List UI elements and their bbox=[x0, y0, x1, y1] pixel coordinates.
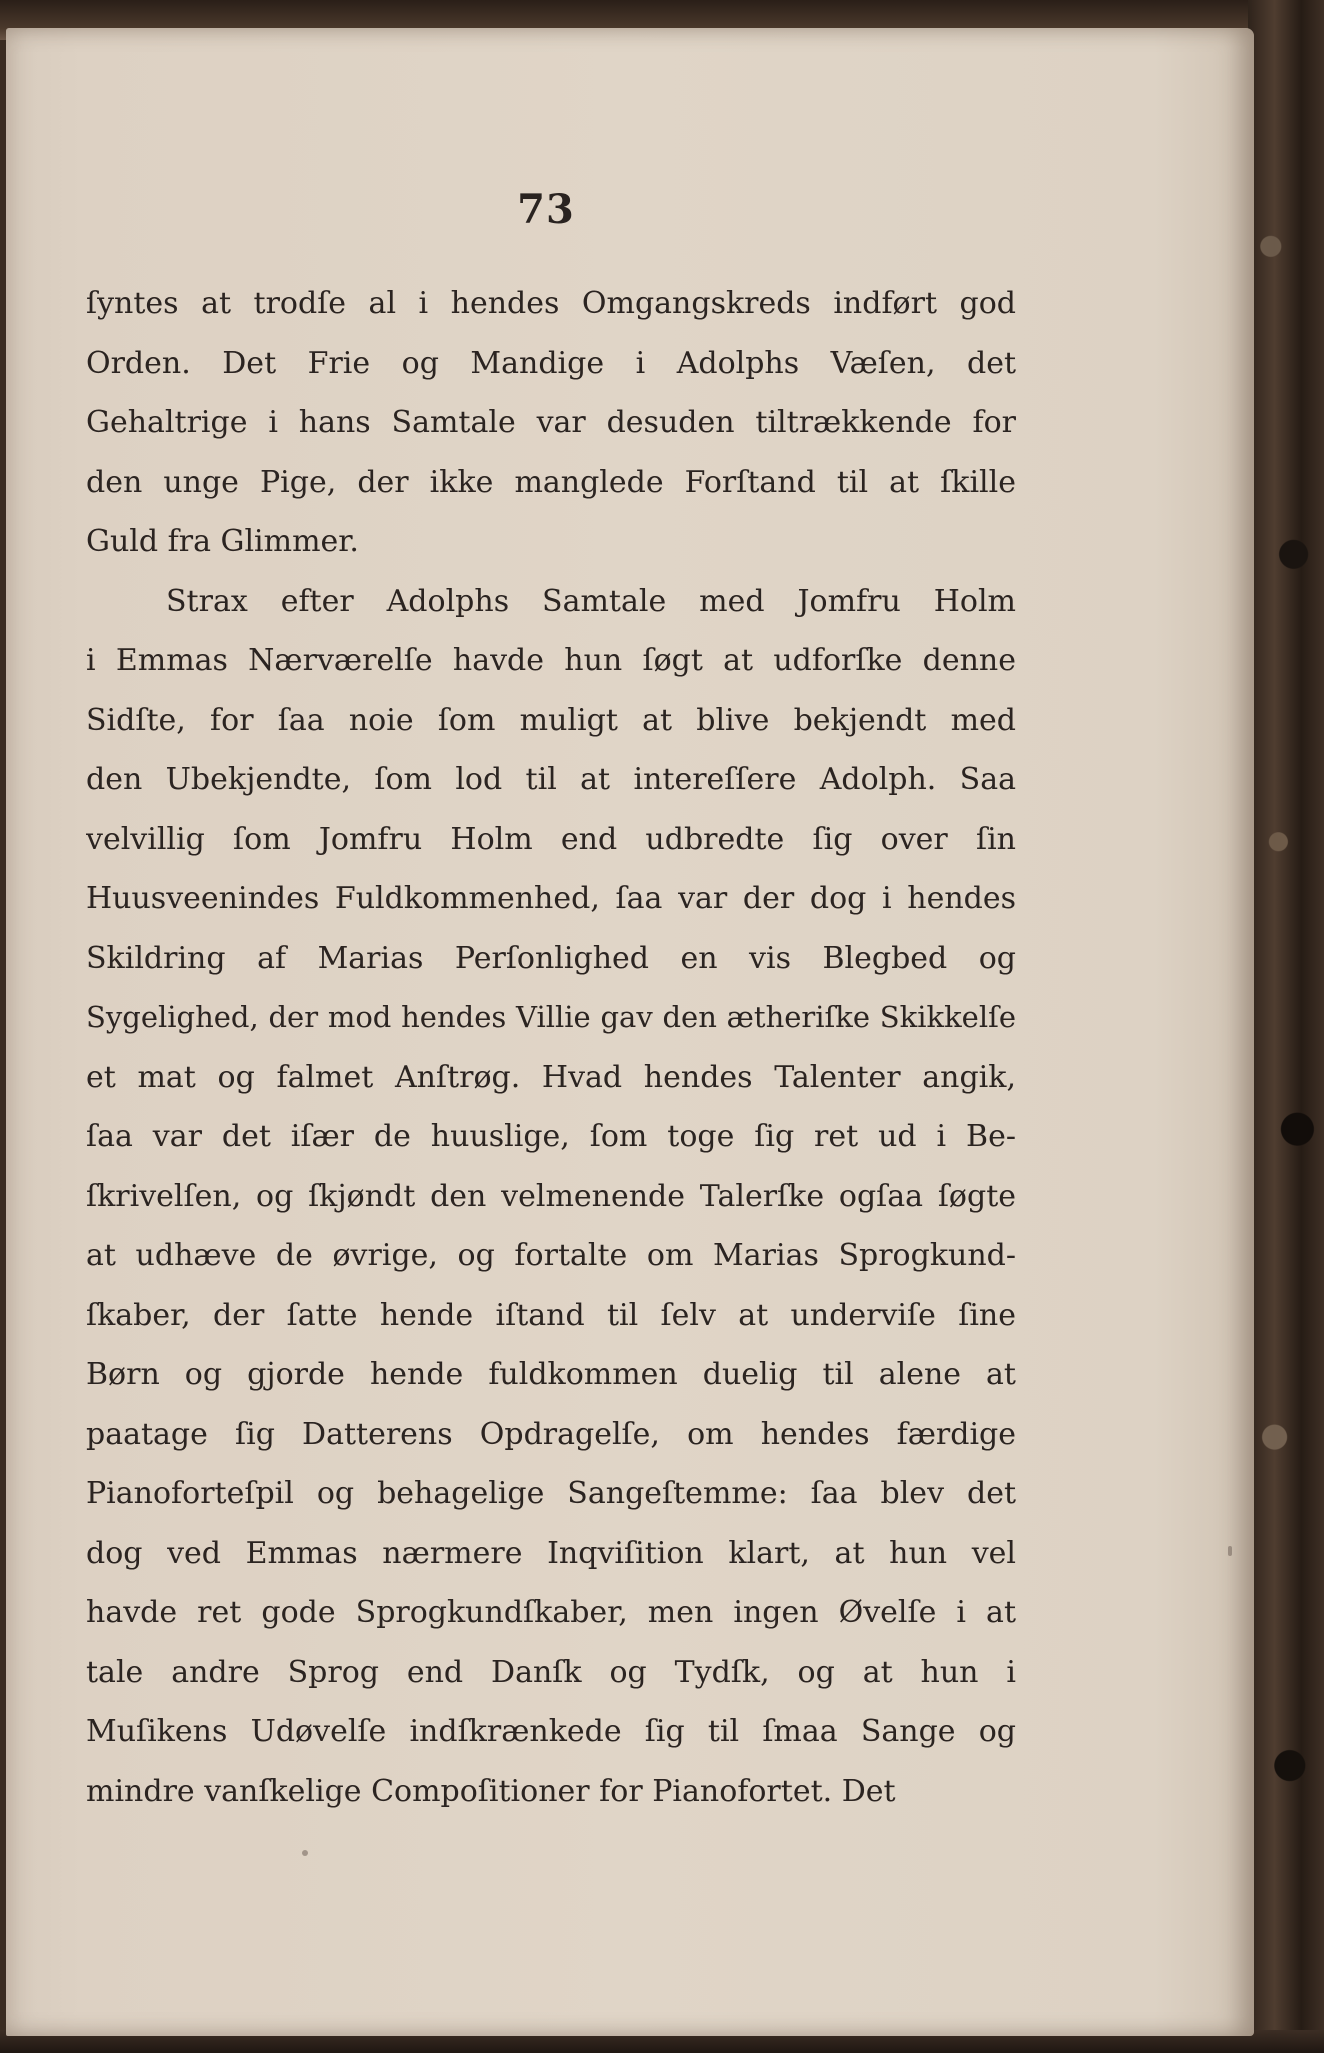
text-line: den unge Pige, der ikke manglede Forſtand til at ſkille bbox=[86, 464, 1016, 500]
text-line: dog ved Emmas nærmere Inqviſition klart, at hun vel bbox=[86, 1535, 1016, 1571]
text-line: Sygelighed, der mod hendes Villie gav den ætheriſke Skikkelſe bbox=[86, 1000, 1016, 1034]
text-line: Børn og gjorde hende fuldkommen duelig til alene at bbox=[86, 1357, 1016, 1392]
text-line: Gehaltrige i hans Samtale var desuden tiltrækkende for bbox=[86, 405, 1016, 440]
text-line: havde ret gode Sprogkundſkaber, men ingen Øvelſe i at bbox=[86, 1595, 1016, 1630]
page-number: 73 bbox=[517, 186, 575, 233]
book-cover-edge bbox=[1248, 0, 1324, 2053]
text-line: ſaa var det iſær de huuslige, ſom toge ſig ret ud i Be- bbox=[86, 1119, 1016, 1154]
text-line: ſkaber, der ſatte hende iſtand til ſelv at underviſe ſine bbox=[86, 1297, 1016, 1333]
text-line: Muſikens Udøvelſe indſkrænkede ſig til ſmaa Sange og bbox=[86, 1714, 1016, 1749]
text-line: Guld fra Glimmer. bbox=[86, 524, 359, 559]
text-line: Skildring af Marias Perſonlighed en vis Blegbed og bbox=[86, 940, 1016, 976]
paper-speck bbox=[302, 1850, 308, 1856]
text-line: Pianoforteſpil og behagelige Sangeſtemme: ſaa blev det bbox=[86, 1476, 1016, 1511]
text-line: i Emmas Nærværelſe havde hun ſøgt at udforſke denne bbox=[86, 643, 1016, 678]
text-line: paatage ſig Datterens Opdragelſe, om hendes færdige bbox=[86, 1416, 1016, 1452]
text-line: Strax efter Adolphs Samtale med Jomfru Holm bbox=[166, 583, 1016, 619]
text-line: Orden. Det Frie og Mandige i Adolphs Væſen, det bbox=[86, 345, 1016, 381]
text-line: at udhæve de øvrige, og fortalte om Marias Sprogkund- bbox=[86, 1238, 1016, 1273]
text-line: velvillig ſom Jomfru Holm end udbredte ſig over ſin bbox=[86, 821, 1016, 857]
paper-speck bbox=[1228, 1546, 1232, 1556]
book-page bbox=[6, 28, 1254, 2036]
text-line: ſkrivelſen, og ſkjøndt den velmenende Talerſke ogſaa ſøgte bbox=[86, 1178, 1016, 1214]
text-line: Huusveenindes Fuldkommenhed, ſaa var der dog i hendes bbox=[86, 881, 1016, 916]
text-line: ſyntes at trodſe al i hendes Omgangskreds indført god bbox=[86, 286, 1016, 321]
text-line: Sidſte, for ſaa noie ſom muligt at blive bekjendt med bbox=[86, 702, 1016, 738]
text-line: mindre vanſkelige Compoſitioner for Pianofortet. Det bbox=[86, 1773, 896, 1809]
text-line: tale andre Sprog end Danſk og Tydſk, og at hun i bbox=[86, 1654, 1016, 1690]
text-line: den Ubekjendte, ſom lod til at intereſſere Adolph. Saa bbox=[86, 762, 1016, 797]
text-line: et mat og falmet Anſtrøg. Hvad hendes Talenter angik, bbox=[86, 1059, 1016, 1095]
body-text bbox=[86, 274, 1016, 1821]
